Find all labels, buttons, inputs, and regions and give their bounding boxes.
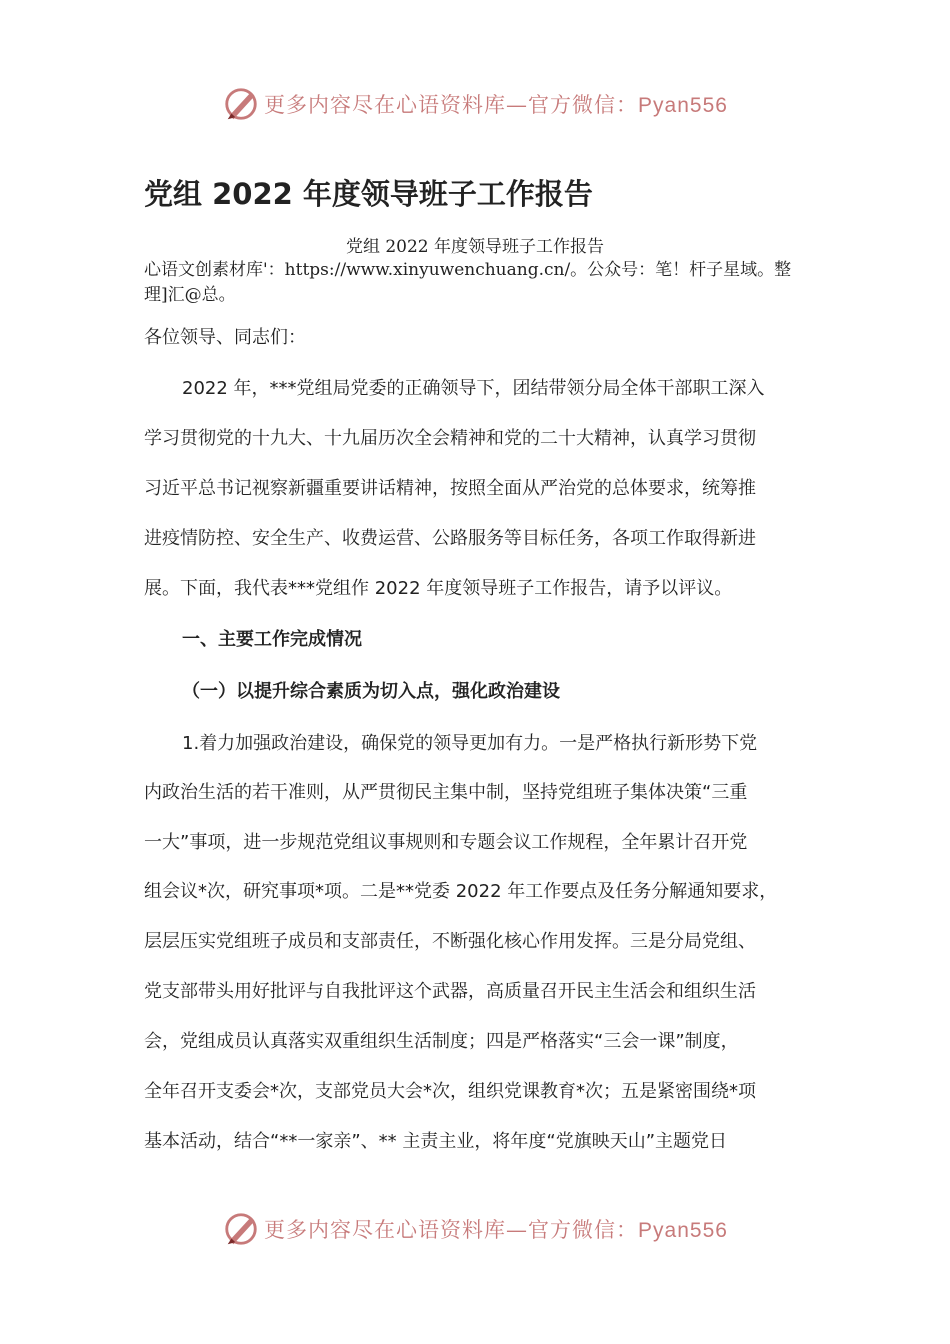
greeting: 各位领导、同志们： <box>144 327 306 348</box>
banner-text: 更多内容尽在心语资料库—官方微信：Pyan556 <box>264 1218 728 1242</box>
paragraph-line: 进疫情防控、安全生产、收费运营、公路服务等目标任务，各项工作取得新进 <box>144 528 756 549</box>
section-heading: 一、主要工作完成情况 <box>182 629 362 650</box>
paragraph-line: 2022 年，***党组局党委的正确领导下，团结带领分局全体干部职工深入 <box>182 378 765 399</box>
source-note: 心语文创素材库'：https://www.xinyuwenchuang.cn/。公众号：笔！杆子星域。整理]汇@总。 <box>144 260 792 305</box>
banner-text: 更多内容尽在心语资料库—官方微信：Pyan556 <box>264 93 728 117</box>
paragraph-line: 党支部带头用好批评与自我批评这个武器，高质量召开民主生活会和组织生活 <box>144 981 756 1002</box>
paragraph-line: 层层压实党组班子成员和支部责任，不断强化核心作用发挥。三是分局党组、 <box>144 931 756 952</box>
paragraph-line: 组会议*次，研究事项*项。二是**党委 2022 年工作要点及任务分解通知要求， <box>144 881 778 902</box>
paragraph-line: 习近平总书记视察新疆重要讲话精神，按照全面从严治党的总体要求，统筹推 <box>144 478 756 499</box>
header-banner <box>0 84 950 124</box>
document-subtitle: 党组 2022 年度领导班子工作报告 <box>345 237 605 257</box>
paragraph-line: 全年召开支委会*次，支部党员大会*次，组织党课教育*次；五是紧密围绕*项 <box>144 1081 756 1102</box>
pen-logo-icon <box>222 1210 260 1248</box>
paragraph-line: 基本活动，结合“**一家亲”、** 主责主业，将年度“党旗映天山”主题党日 <box>144 1131 728 1152</box>
pen-logo-icon <box>222 85 260 123</box>
paragraph-line: 学习贯彻党的十九大、十九届历次全会精神和党的二十大精神，认真学习贯彻 <box>144 428 756 449</box>
paragraph-line: 一大”事项，进一步规范党组议事规则和专题会议工作规程，全年累计召开党 <box>144 832 748 853</box>
paragraph-line: 展。下面，我代表***党组作 2022 年度领导班子工作报告，请予以评议。 <box>144 578 733 599</box>
footer-banner <box>0 1209 950 1249</box>
document-title: 党组 2022 年度领导班子工作报告 <box>144 177 593 211</box>
paragraph-line: 内政治生活的若干准则，从严贯彻民主集中制，坚持党组班子集体决策“三重 <box>144 782 748 803</box>
paragraph-line: 1.着力加强政治建设，确保党的领导更加有力。一是严格执行新形势下党 <box>182 733 758 754</box>
subsection-heading: （一）以提升综合素质为切入点，强化政治建设 <box>182 681 560 702</box>
paragraph-line: 会，党组成员认真落实双重组织生活制度；四是严格落实“三会一课”制度， <box>144 1031 739 1052</box>
